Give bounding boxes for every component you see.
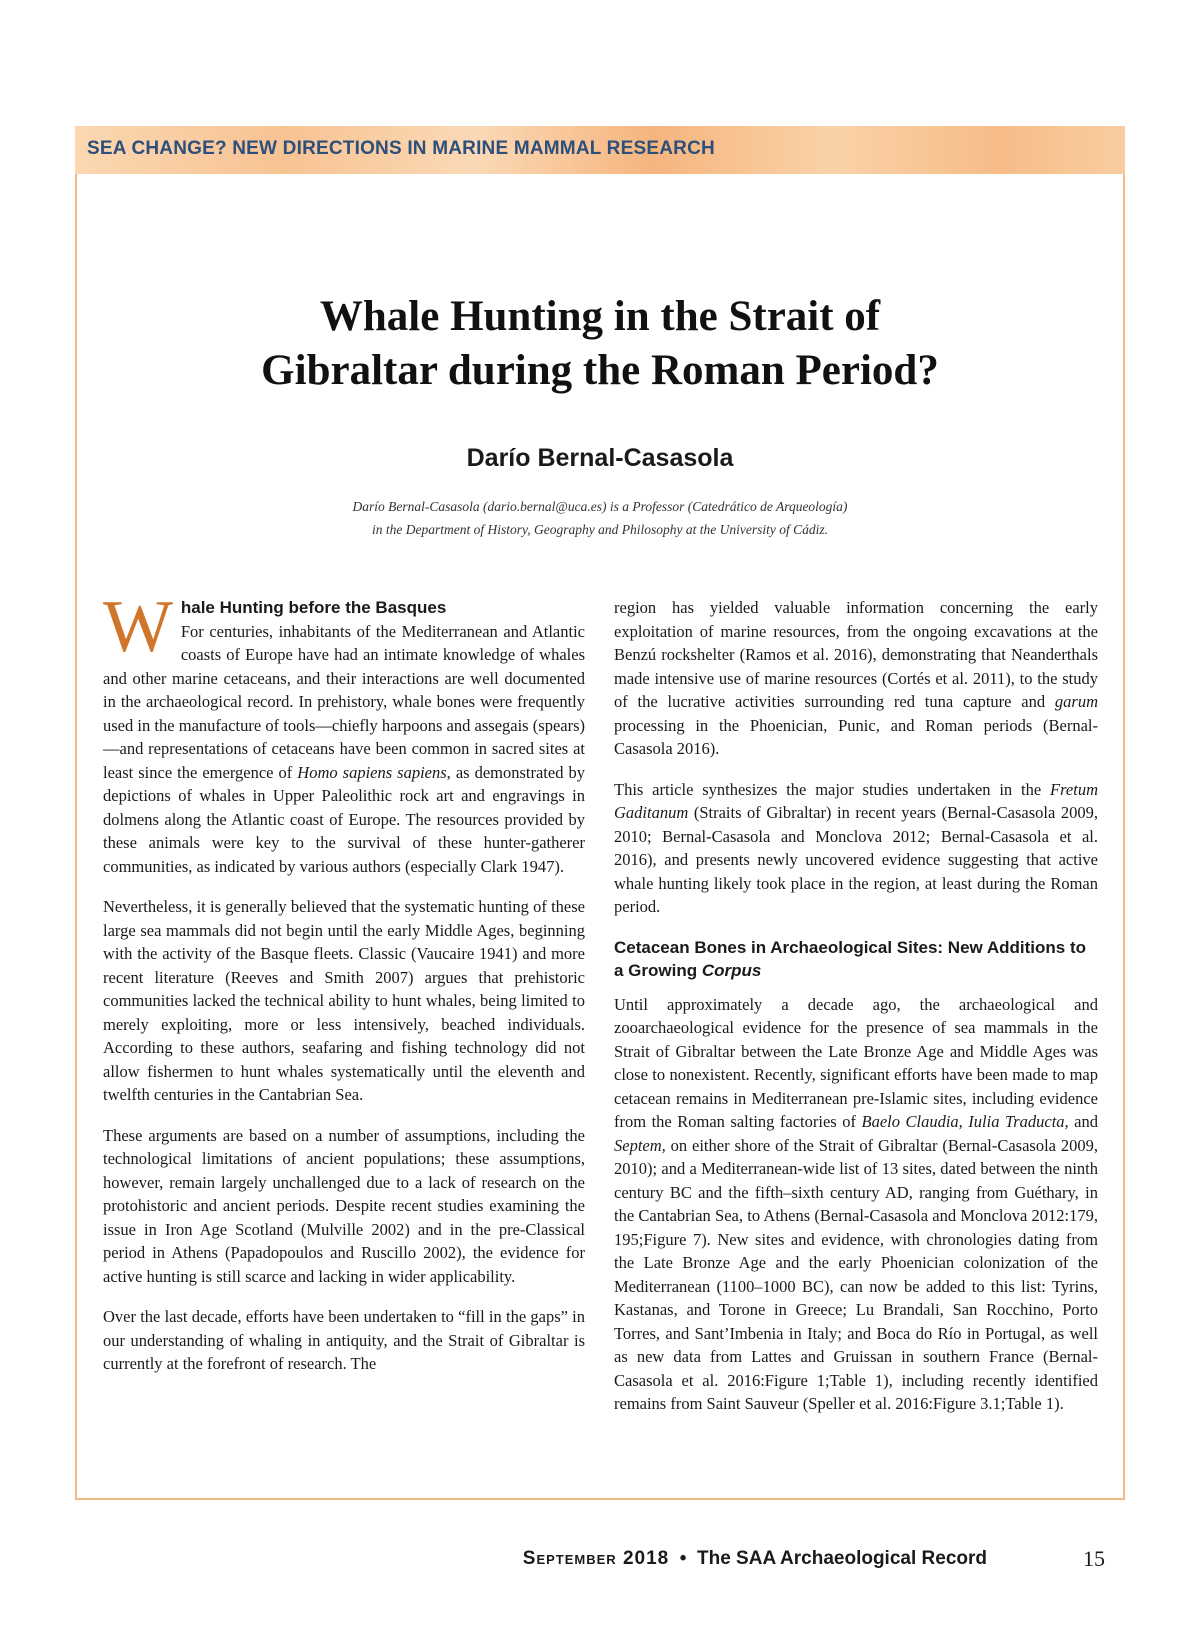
issue-date: September 2018 <box>522 1548 670 1569</box>
section-heading-1: hale Hunting before the Basques <box>180 598 447 617</box>
title-line-1: Whale Hunting in the Strait of <box>319 293 881 340</box>
section-heading-2: Cetacean Bones in Archaeological Sites: New Additions to a Growing Corpus <box>614 937 1086 980</box>
paragraph: Over the last decade, efforts have been undertaken to “fill in the gaps” in our understanding of whaling in antiquity, and the Strait of Gibraltar is currently at the forefront of research. The <box>103 1307 585 1373</box>
paragraph: These arguments are based on a number of assumptions, including the technological limitations of ancient populations; these assumptions, however, remain largely unchallenged due to a lack of research on the protohistoric and ancient periods. Despite recent studies examining the issue in Iron Age Scotland (Mulville 2002) and in the pre-Classical period in Athens (Papadopoulos and Ruscillo 2002), the evidence for active hunting is still scarce and lacking in wider applicability. <box>103 1125 585 1286</box>
paragraph: This article synthesizes the major studies undertaken in the Fretum Gaditanum (Straits of Gibraltar) in recent years (Bernal-Casasola 2009, 2010; Bernal-Casasola and Monclova 2012; Bernal-Casasola et al. 2016), and presents newly uncovered evidence suggesting that active whale hunting likely took place in the region, at least during the Roman period. <box>614 779 1098 916</box>
paragraph: Nevertheless, it is generally believed that the systematic hunting of these large sea mammals did not begin until the early Middle Ages, beginning with the activity of the Basque fleets. Classic (Vaucaire 1941) and more recent literature (Reeves and Smith 2007) argues that prehistoric communities lacked the technical ability to hunt whales, being limited to merely exploiting, more or less intensively, beached individuals. According to these authors, seafaring and fishing technology did not allow fishermen to hunt whales systematically until the eleventh and twelfth centuries in the Cantabrian Sea. <box>103 897 585 1104</box>
author-affiliation <box>150 495 1050 541</box>
author-name: Darío Bernal-Casasola <box>466 444 734 472</box>
right-column <box>614 596 1098 1433</box>
footer-bullet: • <box>679 1548 687 1569</box>
paragraph: region has yielded valuable information concerning the early exploitation of marine resources, from the ongoing excavations at the Benzú rockshelter (Ramos et al. 2016), demonstrating that Neanderthals made intensive use of marine resources (Cortés et al. 2011), to the study of the lucrative activities surrounding red tuna capture and garum processing in the Phoenician, Punic, and Roman periods (Bernal-Casasola 2016). <box>614 598 1098 758</box>
journal-name: The SAA Archaeological Record <box>697 1548 987 1569</box>
affiliation-line-2: in the Department of History, Geography and Philosophy at the University of Cádiz. <box>372 522 828 537</box>
affiliation-line-1: Darío Bernal-Casasola (dario.bernal@uca.es) is a Professor (Catedrático de Arqueología) <box>352 499 848 514</box>
running-footer <box>523 1548 987 1570</box>
title-line-2: Gibraltar during the Roman Period? <box>261 347 939 394</box>
page-number: 15 <box>1083 1546 1105 1571</box>
banner-title: SEA CHANGE? NEW DIRECTIONS IN MARINE MAMMAL RESEARCH <box>87 138 715 159</box>
drop-cap: W <box>103 586 173 668</box>
paragraph: Until approximately a decade ago, the archaeological and zooarchaeological evidence for the presence of sea mammals in the Strait of Gibraltar between the Late Bronze Age and Middle Ages was close to nonexistent. Recently, significant efforts have been made to map cetacean remains in Mediterranean pre-Islamic sites, including evidence from the Roman salting factories of Baelo Claudia, Iulia Traducta, and Septem, on either shore of the Strait of Gibraltar (Bernal-Casasola 2009, 2010); and a Mediterranean-wide list of 13 sites, dated between the ninth century BC and the fifth–sixth century AD, ranging from Guéthary, in the Cantabrian Sea, to Athens (Bernal-Casasola and Monclova 2012:179, 195;Figure 7). New sites and evidence, with chronologies dating from the Late Bronze Age and the early Phoenician colonization of the Mediterranean (1100–1000 BC), can now be added to this list: Tyrins, Kastanas, and Torone in Greece; Lu Brandali, San Rocchino, Porto Torres, and Sant’Imbenia in Italy; and Boca do Río in Portugal, as well as new data from Lattes and Gruissan in southern France (Bernal-Casasola et al. 2016:Figure 1;Table 1), including recently identified remains from Saint Sauveur (Speller et al. 2016:Figure 3.1;Table 1). <box>614 994 1099 1413</box>
paragraph: For centuries, inhabitants of the Mediterranean and Atlantic coasts of Europe have had an intimate knowledge of whales and other marine cetaceans, and their interactions are well documented in the archaeological record. In prehistory, whale bones were frequently used in the manufacture of tools—chiefly harpoons and assegais (spears)—and representations of cetaceans have been common in sacred sites at least since the emergence of Homo sapiens sapiens, as demonstrated by depictions of whales in Upper Paleolithic rock art and engravings in dolmens along the Atlantic coast of Europe. The resources provided by these animals were key to the survival of these hunter-gatherer communities, as indicated by various authors (especially Clark 1947). <box>103 621 585 876</box>
section-banner <box>75 126 1125 174</box>
article-title <box>140 290 1060 398</box>
left-column <box>103 586 585 1393</box>
